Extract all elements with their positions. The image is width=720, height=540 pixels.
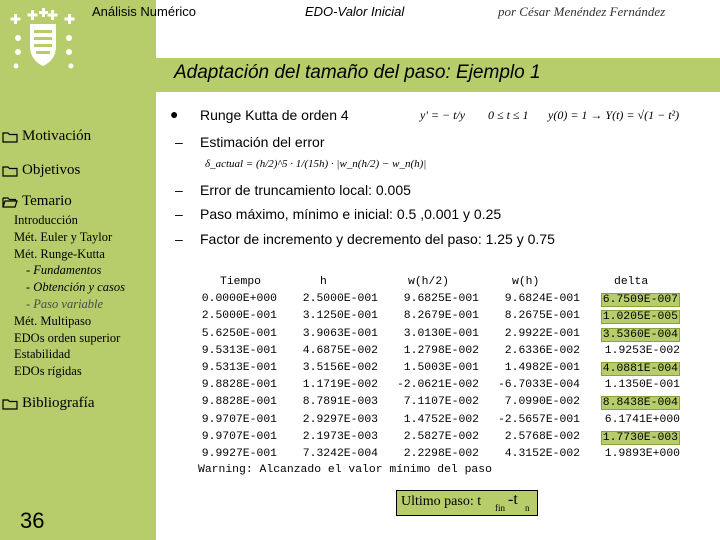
table-row <box>198 430 678 448</box>
temario-item-estabilidad[interactable]: Estabilidad <box>14 347 71 362</box>
table-row <box>198 413 680 431</box>
nav-item-label: Temario <box>22 193 72 209</box>
dash-marker: – <box>175 231 183 247</box>
table-cell-t: 2.5000E-001 <box>201 310 277 323</box>
table-cell-delta: 1.9893E+000 <box>604 447 680 460</box>
col-header-h: h <box>320 276 327 288</box>
open-folder-icon <box>2 196 18 208</box>
table-cell-w2: 7.1107E-002 <box>403 396 479 409</box>
bullet-rk4: Runge Kutta de orden 4 <box>200 107 349 123</box>
table-cell-t: 9.9927E-001 <box>201 447 277 460</box>
col-header-wh: w(h) <box>512 276 540 288</box>
table-cell-h: 1.1719E-002 <box>302 379 378 392</box>
item-step-factors: Factor de incremento y decremento del paso: 1.25 y 0.75 <box>200 231 555 247</box>
table-cell-w: 2.9922E-001 <box>504 327 580 340</box>
table-cell-h: 8.7891E-003 <box>302 396 378 409</box>
dash-marker: – <box>175 206 183 222</box>
bullet-dot: ● <box>170 106 179 122</box>
table-cell-h: 2.5000E-001 <box>302 293 378 306</box>
dash-marker: – <box>175 182 183 198</box>
temario-item-orden-superior[interactable]: EDOs orden superior <box>14 330 121 345</box>
warning-message: Warning: Alcanzado el valor mínimo del paso <box>198 464 492 476</box>
table-cell-t: 0.0000E+000 <box>201 293 277 306</box>
table-row <box>198 379 680 396</box>
table-row <box>198 447 680 465</box>
page-number: 36 <box>20 508 45 533</box>
table-cell-w: 2.6336E-002 <box>504 344 580 357</box>
table-cell-delta: 1.7730E-003 <box>602 431 678 444</box>
table-cell-delta: 1.0205E-005 <box>602 311 678 324</box>
header-topic: EDO-Valor Inicial <box>305 4 405 19</box>
table-cell-h: 3.5156E-002 <box>302 361 378 374</box>
table-cell-w2: 2.5827E-002 <box>403 430 479 443</box>
table-cell-w: 4.3152E-002 <box>504 447 580 460</box>
table-cell-w: 1.4982E-001 <box>504 361 580 374</box>
table-row <box>198 310 678 327</box>
folder-icon <box>2 131 18 143</box>
item-error-estimate: Estimación del error <box>200 134 325 150</box>
table-cell-h: 2.1973E-003 <box>302 430 378 443</box>
table-cell-w: -2.5657E-001 <box>497 413 580 426</box>
folder-icon <box>2 165 18 177</box>
table-cell-w: 9.6824E-001 <box>504 293 580 306</box>
table-cell-h: 3.1250E-001 <box>302 310 378 323</box>
table-cell-w2: 1.2798E-002 <box>403 344 479 357</box>
header-course: Análisis Numérico <box>92 4 197 19</box>
table-cell-delta: 8.8438E-004 <box>602 397 678 410</box>
dash-marker: – <box>175 134 183 150</box>
table-cell-w2: 1.5003E-001 <box>403 361 479 374</box>
table-cell-h: 4.6875E-002 <box>302 344 378 357</box>
table-cell-h: 7.3242E-004 <box>302 447 378 460</box>
table-cell-t: 9.8828E-001 <box>201 396 277 409</box>
table-cell-delta: 6.1741E+000 <box>604 413 680 426</box>
slide-title: Adaptación del tamaño del paso: Ejemplo 1 <box>174 62 541 83</box>
temario-item-euler-taylor[interactable]: Mét. Euler y Taylor <box>14 229 113 244</box>
nav-item-label: Objetivos <box>22 162 81 178</box>
col-header-wh2: w(h/2) <box>408 276 450 288</box>
table-row <box>198 344 680 362</box>
ode-initial-condition: y(0) = 1 → Y(t) = √(1 − t²) <box>548 108 680 122</box>
table-cell-t: 9.9707E-001 <box>201 430 277 443</box>
final-step-label: Ultimo paso: t <box>401 494 482 509</box>
temario-item-rigidas[interactable]: EDOs rígidas <box>14 364 82 379</box>
table-cell-t: 9.9707E-001 <box>201 413 277 426</box>
table-cell-t: 9.8828E-001 <box>201 379 277 392</box>
nav-item-label: Bibliografía <box>22 395 95 411</box>
final-step-sub-fin: fin <box>495 503 505 513</box>
nav-item-temario[interactable] <box>2 193 72 210</box>
nav-item-bibliografia[interactable] <box>2 395 94 412</box>
table-cell-t: 9.5313E-001 <box>201 361 277 374</box>
temario-submenu <box>14 212 125 380</box>
item-truncation-error: Error de truncamiento local: 0.005 <box>200 182 411 198</box>
table-cell-w2: -2.0621E-002 <box>396 379 479 392</box>
table-row <box>198 327 678 345</box>
table-cell-w: 8.2675E-001 <box>504 310 580 323</box>
table-cell-w2: 1.4752E-002 <box>403 413 479 426</box>
table-header-row <box>198 276 649 293</box>
table-cell-w2: 2.2298E-002 <box>403 447 479 460</box>
temario-item-introduccion[interactable]: Introducción <box>14 213 78 227</box>
table-row <box>198 361 678 379</box>
table-cell-t: 5.6250E-001 <box>201 327 277 340</box>
nav-item-motivacion[interactable] <box>2 128 91 145</box>
ode-interval: 0 ≤ t ≤ 1 <box>488 108 529 122</box>
table-body <box>198 293 680 465</box>
table-cell-t: 9.5313E-001 <box>201 344 277 357</box>
table-cell-w2: 3.0130E-001 <box>403 327 479 340</box>
header-author: por César Menéndez Fernández <box>498 4 666 19</box>
temario-subitem-paso-variable[interactable]: - Paso variable <box>26 296 104 311</box>
col-header-tiempo: Tiempo <box>220 276 262 288</box>
temario-subitem-fundamentos[interactable]: - Fundamentos <box>26 263 102 278</box>
final-step-minus-t: -t <box>508 491 518 508</box>
table-cell-w2: 9.6825E-001 <box>403 293 479 306</box>
nav-item-label: Motivación <box>22 128 92 144</box>
col-header-delta: delta <box>614 276 649 288</box>
table-cell-w: 2.5768E-002 <box>504 430 580 443</box>
folder-icon <box>2 398 18 410</box>
table-cell-delta: 3.5360E-004 <box>602 328 678 341</box>
table-cell-h: 2.9297E-003 <box>302 413 378 426</box>
error-formula: δ_actual = (h/2)^5 · 1/(15h) · |w_n(h/2) − w_n(h)| <box>205 158 427 170</box>
table-cell-delta: 1.1350E-001 <box>604 379 680 392</box>
nav-item-objetivos[interactable] <box>2 162 80 179</box>
final-step-callout <box>396 490 538 516</box>
final-step-sub-n: n <box>525 503 530 513</box>
temario-item-multipaso[interactable]: Mét. Multipaso <box>14 313 92 328</box>
table-cell-delta: 6.7509E-007 <box>602 294 678 307</box>
table-cell-h: 3.9063E-001 <box>302 327 378 340</box>
table-row <box>198 396 678 413</box>
temario-subitem-obtencion[interactable]: - Obtención y casos <box>26 280 125 295</box>
table-cell-delta: 4.0881E-004 <box>602 362 678 375</box>
temario-item-runge-kutta[interactable]: Mét. Runge-Kutta <box>14 246 105 261</box>
item-step-sizes: Paso máximo, mínimo e inicial: 0.5 ,0.001 y 0.25 <box>200 206 502 222</box>
ode-equation: y' = − t/y <box>420 108 466 122</box>
university-crest-logo <box>6 8 82 76</box>
table-cell-w: 7.0990E-002 <box>504 396 580 409</box>
sidebar <box>0 0 156 540</box>
table-cell-delta: 1.9253E-002 <box>604 344 680 357</box>
table-row <box>198 293 678 310</box>
table-cell-w: -6.7033E-004 <box>497 379 580 392</box>
table-cell-w2: 8.2679E-001 <box>403 310 479 323</box>
results-table <box>198 276 680 465</box>
